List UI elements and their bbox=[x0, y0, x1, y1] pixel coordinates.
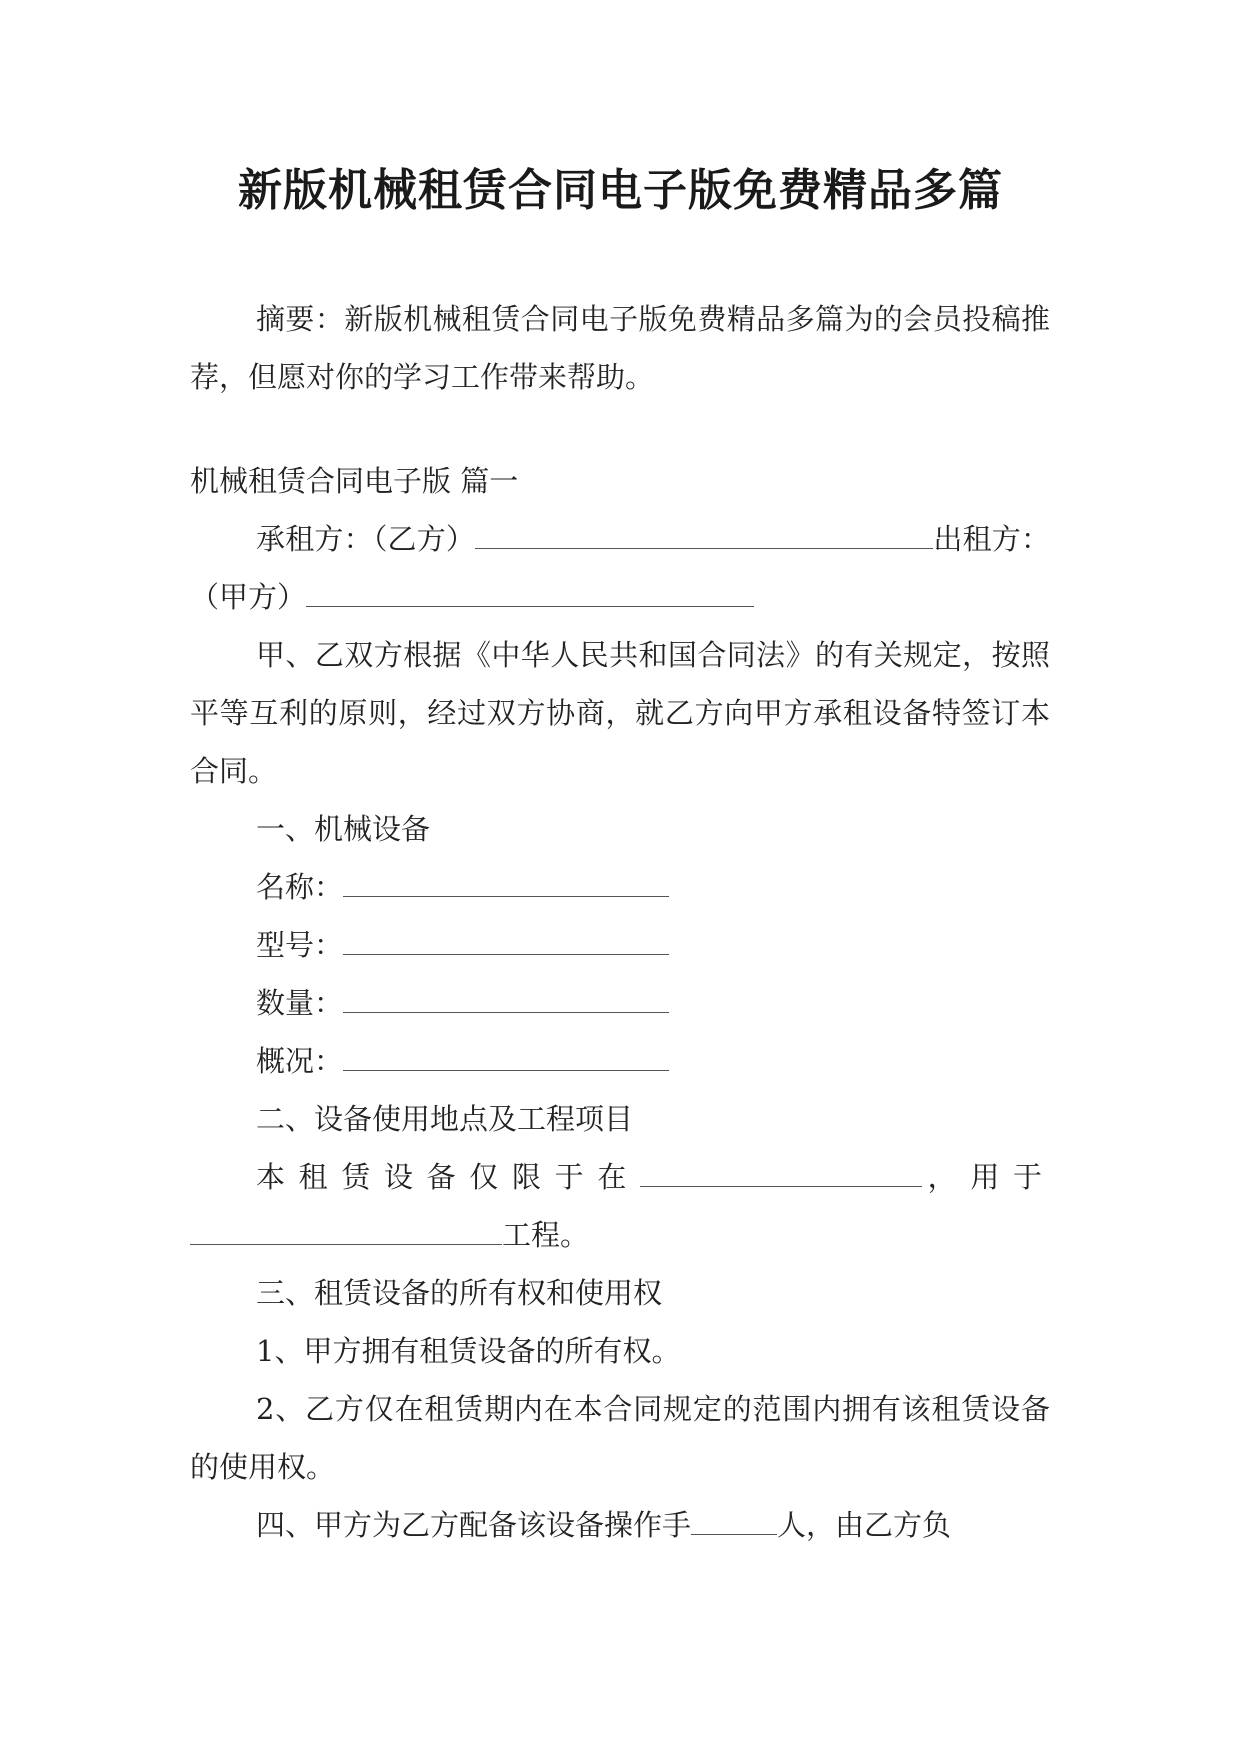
heading-equipment: 一、机械设备 bbox=[256, 812, 431, 846]
usage-text-end: 工程。 bbox=[502, 1218, 590, 1252]
field-name-line bbox=[190, 858, 1050, 916]
usage-location-blank bbox=[640, 1156, 922, 1187]
party-info-paragraph bbox=[190, 510, 1050, 626]
lessee-label: 承租方：（乙方） bbox=[256, 522, 476, 556]
field-overview-line bbox=[190, 1032, 1050, 1090]
document-title: 新版机械租赁合同电子版免费精品多篇 bbox=[238, 165, 1003, 216]
lessor-label-end: 租方：（甲方） bbox=[190, 522, 1050, 614]
field-overview-blank bbox=[343, 1040, 669, 1071]
usage-project-blank bbox=[190, 1214, 502, 1245]
lessor-blank bbox=[306, 576, 754, 607]
usage-text-start: 本租赁设备仅限于在 bbox=[256, 1160, 640, 1194]
intro-paragraph: 甲、乙双方根据《中华人民共和国合同法》的有关规定，按照平等互利的原则，经过双方协商，就乙方向甲方承租设备特签订本合同。 bbox=[190, 638, 1050, 788]
lessor-label-start: 出 bbox=[933, 522, 963, 556]
field-model-blank bbox=[343, 924, 669, 955]
field-name-label: 名称： bbox=[256, 870, 344, 904]
usage-text-middle: ，用于 bbox=[921, 1160, 1050, 1194]
field-quantity-blank bbox=[343, 982, 669, 1013]
field-model-line bbox=[190, 916, 1050, 974]
field-model-label: 型号： bbox=[256, 928, 344, 962]
lessee-blank bbox=[475, 518, 933, 549]
operator-count-blank bbox=[691, 1504, 777, 1535]
field-name-blank bbox=[343, 866, 669, 897]
field-overview-label: 概况： bbox=[256, 1044, 344, 1078]
abstract-paragraph: 摘要：新版机械租赁合同电子版免费精品多篇为的会员投稿推荐，但愿对你的学习工作带来帮助。 bbox=[190, 302, 1050, 394]
ownership-item-1: 1、甲方拥有租赁设备的所有权。 bbox=[256, 1334, 681, 1368]
heading-operator bbox=[190, 1496, 1050, 1554]
heading-location: 二、设备使用地点及工程项目 bbox=[256, 1102, 634, 1136]
field-quantity-label: 数量： bbox=[256, 986, 344, 1020]
section-heading: 机械租赁合同电子版 篇一 bbox=[190, 464, 519, 498]
operator-text-end: 人，由乙方负 bbox=[777, 1508, 952, 1542]
field-quantity-line bbox=[190, 974, 1050, 1032]
usage-paragraph bbox=[190, 1148, 1050, 1264]
heading-ownership: 三、租赁设备的所有权和使用权 bbox=[256, 1276, 663, 1310]
ownership-item-2: 2、乙方仅在租赁期内在本合同规定的范围内拥有该租赁设备的使用权。 bbox=[190, 1392, 1050, 1484]
operator-text-start: 四、甲方为乙方配备该设备操作手 bbox=[256, 1508, 692, 1542]
document-body bbox=[190, 290, 1050, 1554]
